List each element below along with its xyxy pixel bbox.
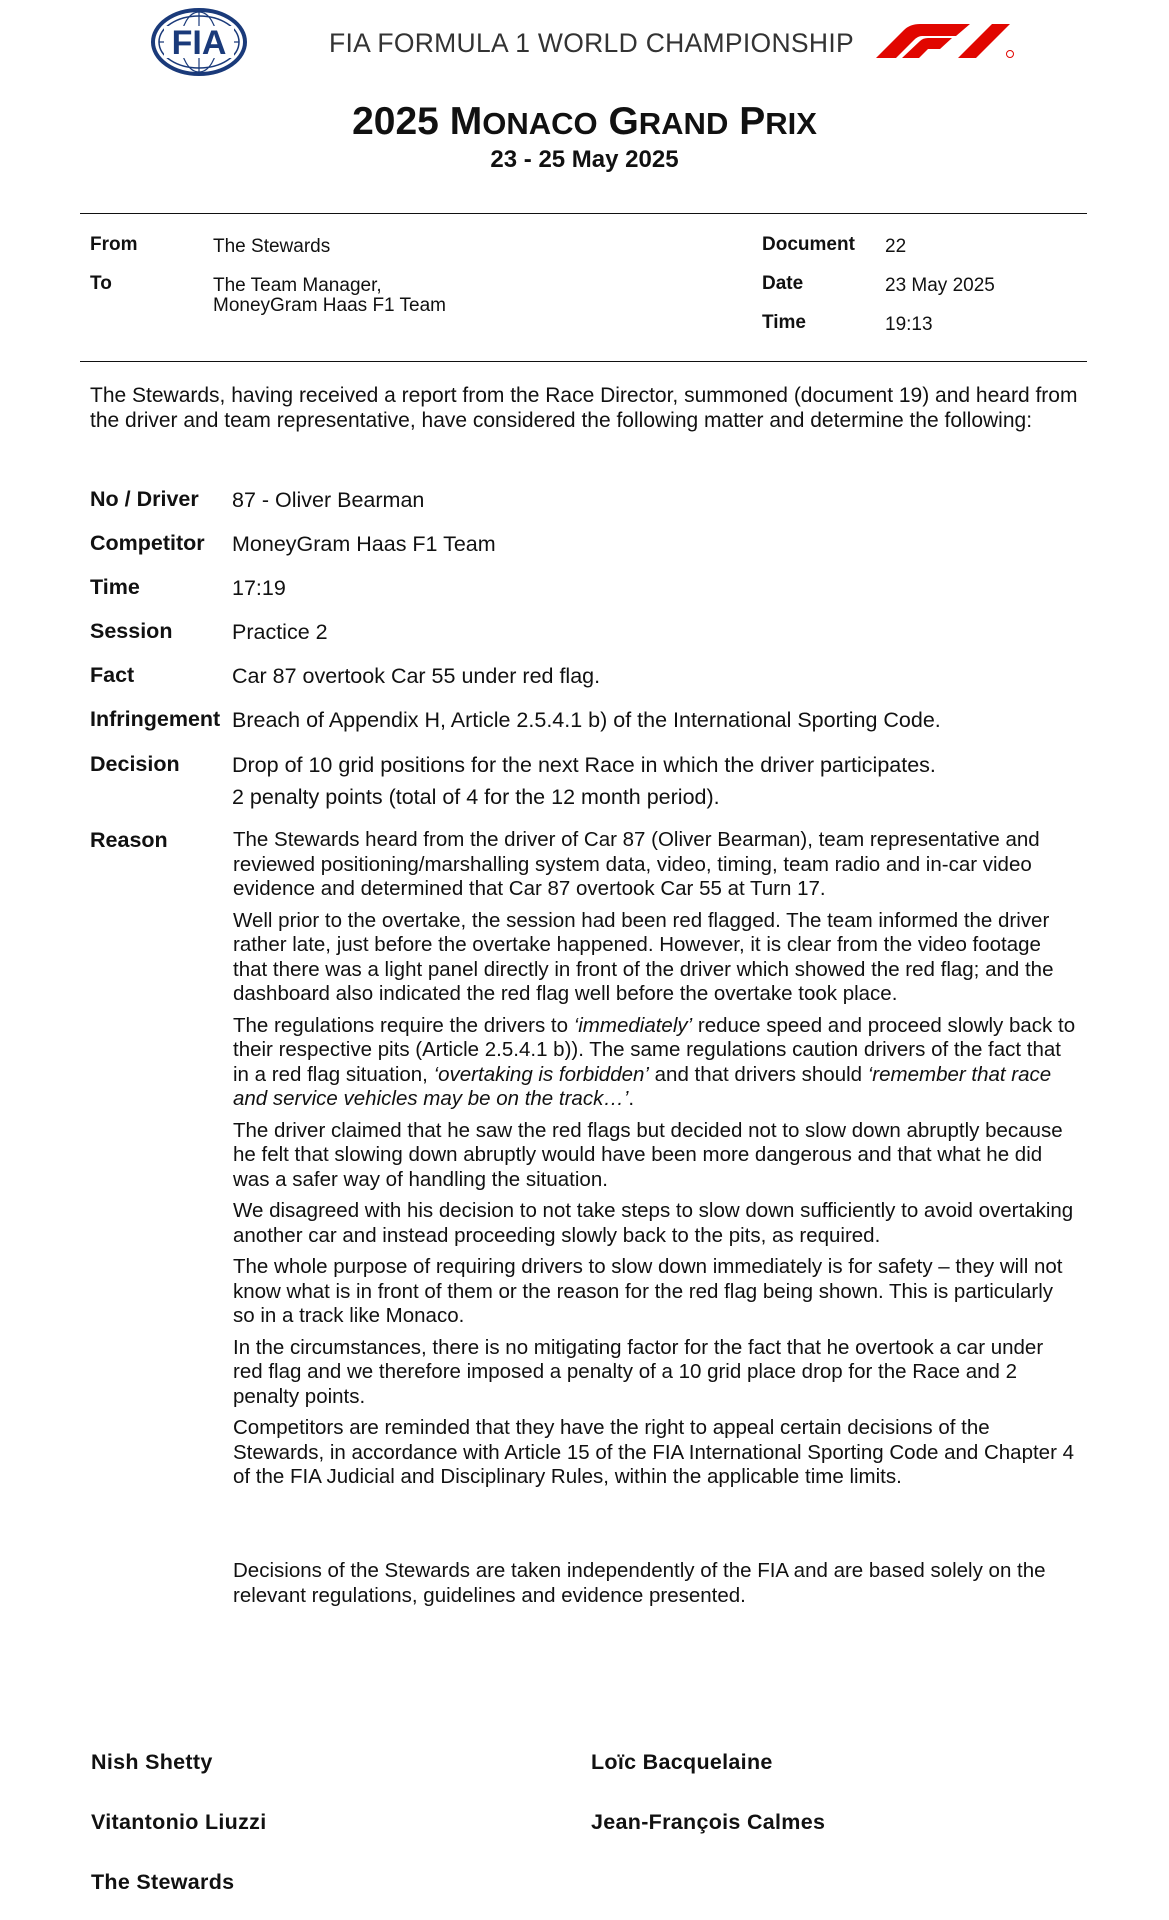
- steward-name: Jean-François Calmes: [591, 1810, 826, 1834]
- event-title-rix: RIX: [765, 106, 817, 141]
- to-value-line1: The Team Manager,: [213, 275, 382, 296]
- event-dates: 23 - 25 May 2025: [490, 146, 679, 173]
- fact-value: Car 87 overtook Car 55 under red flag.: [232, 664, 601, 688]
- time-label: Time: [762, 312, 807, 333]
- decision-line1: Drop of 10 grid positions for the next Race in which the driver participates.: [232, 753, 936, 777]
- to-label: To: [90, 273, 112, 294]
- reason-label: Reason: [90, 828, 168, 852]
- steward-name: Nish Shetty: [91, 1750, 213, 1774]
- divider-bottom: [80, 361, 1087, 362]
- event-title-rand: RAND: [638, 106, 729, 141]
- document-label: Document: [762, 234, 855, 255]
- fia-logo-icon: [150, 8, 248, 76]
- date-value: 23 May 2025: [885, 275, 995, 296]
- quote-service-vehicles: ‘remember that race and service vehicles may be on the track…’: [233, 1062, 1052, 1110]
- driver-label: No / Driver: [90, 487, 199, 511]
- event-title-m: M: [449, 100, 483, 143]
- championship-title: FIA FORMULA 1 WORLD CHAMPIONSHIP: [329, 28, 854, 58]
- fact-label: Fact: [90, 663, 135, 687]
- driver-value: 87 - Oliver Bearman: [232, 488, 425, 512]
- infringement-value: Breach of Appendix H, Article 2.5.4.1 b) of the International Sporting Code.: [232, 708, 941, 732]
- reason-paragraph: In the circumstances, there is no mitigating factor for the fact that he overtook a car under red flag and we therefore imposed a penalty of a 10 grid place drop for the Race and 2 penalty points.: [233, 1335, 1044, 1408]
- intro-paragraph: The Stewards, having received a report from the Race Director, summoned (document 19) and heard from the driver and team representative, have considered the following matter and determine the following:: [90, 384, 1078, 432]
- reason-text: reduce speed and proceed slowly back to their respective pits (Article 2.5.4.1 b)). The same regulations caution drivers of the fact that in a red flag situation,: [233, 1013, 1076, 1086]
- incident-time-label: Time: [90, 575, 140, 599]
- divider-top: [80, 213, 1087, 214]
- fia-logo-text: FIA: [171, 24, 227, 62]
- reason-paragraph-regulations: [233, 1014, 1078, 1112]
- reason-body: [233, 828, 1078, 1497]
- reason-paragraph: The whole purpose of requiring drivers to slow down immediately is for safety – they will not know what is in front of them or the reason for the red flag being shown. This is particularly so in a track like Monaco.: [233, 1255, 1063, 1327]
- reason-paragraph: Well prior to the overtake, the session had been red flagged. The team informed the driver rather late, just before the overtake happened. However, it is clear from the video footage that there was a light panel directly in front of the driver which showed the red flag; and the dashboard also indicated the red flag well before the overtake took place.: [233, 908, 1054, 1005]
- reason-paragraph: The driver claimed that he saw the red flags but decided not to slow down abruptly because he felt that slowing down abruptly would have been more dangerous and that what he did was a safer way of handling the situation.: [233, 1118, 1063, 1191]
- reason-text: .: [628, 1087, 635, 1110]
- decision-label: Decision: [90, 752, 180, 776]
- event-title-p: P: [739, 100, 766, 143]
- reason-paragraph: The Stewards heard from the driver of Car 87 (Oliver Bearman), team representative and reviewed positioning/marshalling system data, video, timing, team radio and in-car video evidence and determined that Car 87 overtook Car 55 at Turn 17.: [233, 828, 1040, 900]
- event-title: [0, 100, 1169, 144]
- session-label: Session: [90, 619, 173, 643]
- event-title-onaco: ONACO: [482, 106, 598, 141]
- competitor-label: Competitor: [90, 531, 205, 555]
- to-value-line2: MoneyGram Haas F1 Team: [213, 295, 447, 316]
- stewards-footer: The Stewards: [91, 1870, 235, 1894]
- quote-immediately: ‘immediately’: [573, 1013, 693, 1037]
- time-value: 19:13: [885, 314, 933, 335]
- from-label: From: [90, 234, 138, 255]
- event-year: 2025: [352, 100, 439, 143]
- decision-line2: 2 penalty points (total of 4 for the 12 month period).: [232, 785, 720, 809]
- steward-name: Vitantonio Liuzzi: [91, 1810, 267, 1834]
- reason-text: The regulations require the drivers to: [233, 1013, 574, 1037]
- reason-paragraph: Competitors are reminded that they have the right to appeal certain decisions of the Stewards, in accordance with Article 15 of the FIA International Sporting Code and Chapter 4 of the FIA Judicial and Disciplinary Rules, within the applicable time limits.: [233, 1416, 1074, 1488]
- event-title-g: G: [608, 100, 639, 143]
- reason-text: and that drivers should: [648, 1062, 868, 1086]
- steward-name: Loïc Bacquelaine: [591, 1750, 773, 1774]
- infringement-label: Infringement: [90, 707, 221, 731]
- date-label: Date: [762, 273, 804, 294]
- session-value: Practice 2: [232, 620, 328, 644]
- reason-paragraph: We disagreed with his decision to not take steps to slow down sufficiently to avoid overtaking another car and instead proceeding slowly back to the pits, as required.: [233, 1199, 1074, 1247]
- incident-time-value: 17:19: [232, 576, 286, 600]
- from-value: The Stewards: [213, 236, 331, 257]
- disclaimer: Decisions of the Stewards are taken independently of the FIA and are based solely on the relevant regulations, guidelines and evidence presented.: [233, 1559, 1046, 1607]
- quote-overtaking-forbidden: ‘overtaking is forbidden’: [433, 1062, 649, 1086]
- competitor-value: MoneyGram Haas F1 Team: [232, 532, 496, 556]
- document-value: 22: [885, 236, 907, 257]
- f1-logo-icon: [874, 22, 1016, 60]
